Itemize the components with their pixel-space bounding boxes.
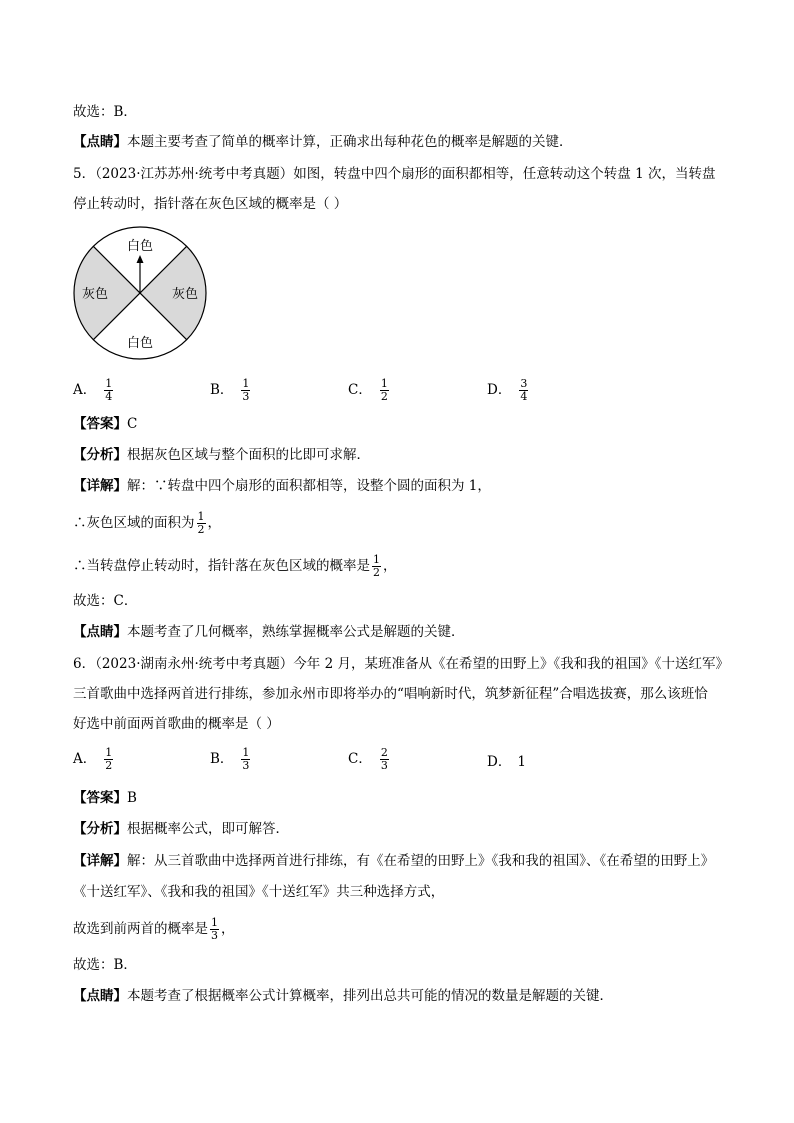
analysis-tag: 【分析】 — [73, 821, 127, 837]
analysis-text: 根据灰色区域与整个面积的比即可求解． — [127, 447, 370, 463]
fraction-denominator: 3 — [242, 390, 250, 403]
q6-stem-line1: 6．（2023·湖南永州·统考中考真题）今年 2 月，某班准备从《在希望的田野上》《我和我的祖国》《十送红军》 — [73, 656, 729, 672]
detail-text: 解：从三首歌曲中选择两首进行排练，有《在希望的田野上》《我和我的祖国》、《在希望的田野上》 — [127, 853, 715, 869]
pointer-arrow-head-icon — [137, 255, 144, 263]
q6-analysis — [73, 819, 289, 839]
option-fraction — [519, 378, 528, 403]
q6-step — [73, 917, 235, 942]
q6-option-c — [348, 747, 391, 772]
fraction-numerator: 1 — [105, 377, 113, 390]
q6-choice: 故选：B． — [73, 957, 137, 973]
comment-tag: 【点睛】 — [73, 988, 127, 1004]
q5-comment — [73, 622, 465, 642]
step-text: 故选到前两首的概率是 — [73, 921, 208, 937]
q6-stem-line3: 好选中前面两首歌曲的概率是（ ） — [73, 716, 280, 732]
option-fraction — [104, 378, 113, 403]
q5-step2 — [73, 554, 397, 579]
fraction-denominator: 2 — [380, 390, 388, 403]
fraction-numerator: 1 — [373, 553, 380, 566]
spinner-figure — [72, 225, 208, 361]
q5-stem-line1: 5．（2023·江苏苏州·统考中考真题）如图，转盘中四个扇形的面积都相等，任意转动这个转盘 1 次，当转盘 — [73, 166, 716, 182]
option-letter: D． — [487, 382, 512, 398]
spinner-label-top: 白色 — [126, 239, 154, 254]
q6-option-d — [487, 752, 526, 772]
step-text: ∴灰色区域的面积为 — [73, 515, 195, 531]
q5-stem-line2: 停止转动时，指针落在灰色区域的概率是（ ） — [73, 196, 348, 212]
detail-text: 解：∵转盘中四个扇形的面积都相等，设整个圆的面积为 1， — [127, 478, 491, 494]
detail-tag: 【详解】 — [73, 853, 127, 869]
option-fraction — [241, 378, 250, 403]
step-punct: ， — [207, 515, 221, 531]
comment-tag: 【点睛】 — [73, 624, 127, 640]
answer-tag: 【答案】 — [73, 416, 127, 432]
step-punct: ， — [383, 558, 397, 574]
detail-tag: 【详解】 — [73, 478, 127, 494]
prev-comment — [73, 132, 573, 152]
fraction-denominator: 3 — [380, 759, 388, 772]
analysis-tag: 【分析】 — [73, 447, 127, 463]
option-fraction — [380, 747, 389, 772]
option-letter: C． — [348, 382, 372, 398]
spinner-label-right: 灰色 — [171, 287, 199, 302]
step-punct: ， — [221, 921, 235, 937]
option-fraction — [104, 747, 113, 772]
answer-tag: 【答案】 — [73, 790, 127, 806]
fraction-denominator: 3 — [211, 929, 218, 942]
option-letter: A． — [73, 382, 97, 398]
fraction-denominator: 3 — [242, 759, 250, 772]
option-fraction — [380, 378, 389, 403]
q6-detail-line1 — [73, 851, 714, 871]
option-letter: A． — [73, 751, 97, 767]
q5-choice: 故选：C． — [73, 593, 138, 609]
q5-step1 — [73, 511, 221, 536]
q6-option-a — [73, 747, 115, 772]
analysis-text: 根据概率公式，即可解答． — [127, 821, 289, 837]
fraction-numerator: 1 — [242, 377, 250, 390]
step-text: ∴当转盘停止转动时，指针落在灰色区域的概率是 — [73, 558, 370, 574]
q5-analysis — [73, 445, 370, 465]
spinner-label-bottom: 白色 — [126, 336, 154, 351]
fraction-numerator: 1 — [242, 746, 250, 759]
q6-comment — [73, 986, 613, 1006]
q5-answer — [73, 414, 137, 434]
fraction-numerator: 3 — [520, 377, 528, 390]
fraction-numerator: 2 — [380, 746, 388, 759]
option-letter: C． — [348, 751, 372, 767]
option-value: 1 — [517, 754, 526, 770]
q5-option-a — [73, 378, 115, 403]
fraction-numerator: 1 — [197, 510, 205, 523]
answer-text: B — [127, 790, 137, 806]
option-letter: B． — [210, 382, 234, 398]
q6-detail-line2: 《十送红军》、《我和我的祖国》《十送红军》共三种选择方式， — [73, 884, 445, 900]
fraction-numerator: 1 — [105, 746, 113, 759]
fraction-numerator: 1 — [211, 916, 218, 929]
option-fraction — [241, 747, 250, 772]
q6-answer — [73, 788, 137, 808]
comment-text: 本题考查了根据概率公式计算概率，排列出总共可能的情况的数量是解题的关键． — [127, 988, 613, 1004]
fraction-denominator: 2 — [373, 566, 380, 579]
comment-text: 本题主要考查了简单的概率计算，正确求出每种花色的概率是解题的关键． — [127, 134, 573, 150]
comment-text: 本题考查了几何概率，熟练掌握概率公式是解题的关键． — [127, 624, 465, 640]
step-fraction — [372, 554, 381, 579]
q5-detail — [73, 476, 491, 496]
fraction-denominator: 4 — [105, 390, 113, 403]
q5-option-c — [348, 378, 391, 403]
q6-stem-line2: 三首歌曲中选择两首进行排练，参加永州市即将举办的“唱响新时代，筑梦新征程”合唱选拔赛，那么该班恰 — [73, 686, 708, 702]
q5-option-b — [210, 378, 252, 403]
fraction-denominator: 2 — [197, 523, 205, 536]
comment-tag: 【点睛】 — [73, 134, 127, 150]
step-fraction — [197, 511, 206, 536]
fraction-denominator: 4 — [520, 390, 528, 403]
prev-choice: 故选：B． — [73, 104, 137, 120]
option-letter: B． — [210, 751, 234, 767]
spinner-label-left: 灰色 — [81, 287, 109, 302]
fraction-numerator: 1 — [380, 377, 388, 390]
answer-text: C — [127, 416, 138, 432]
fraction-denominator: 2 — [105, 759, 113, 772]
q5-option-d — [487, 378, 530, 403]
q6-option-b — [210, 747, 252, 772]
option-letter: D． — [487, 754, 512, 770]
step-fraction — [210, 917, 219, 942]
